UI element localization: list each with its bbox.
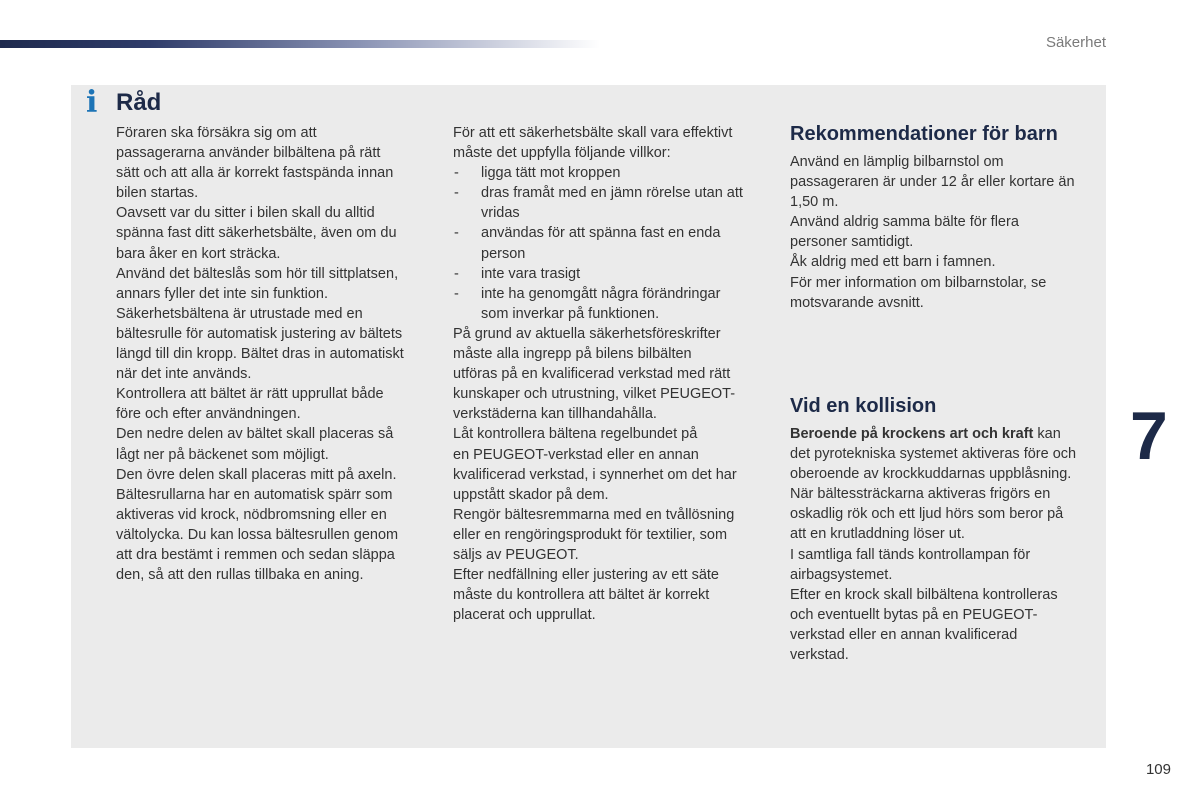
condition-text: dras framåt med en jämn rörelse utan att <box>481 185 743 202</box>
advice-column-1 <box>116 123 436 585</box>
text-line: Rengör bältesremmarna med en tvållösning <box>453 506 735 523</box>
bold-lead-text: Beroende på krockens art och kraft <box>790 426 1034 442</box>
text-line <box>790 424 1100 444</box>
child-recommendations-heading: Rekommendationer för barn <box>790 123 1058 145</box>
text-line: måste alla ingrepp på bilens bilbälten <box>453 346 692 363</box>
text-line: en PEUGEOT-verkstad eller en annan <box>453 446 699 463</box>
text-line: det pyrotekniska systemet aktiveras före och <box>790 446 1077 463</box>
text-line: Kontrollera att bältet är rätt upprullat både <box>116 386 384 403</box>
text-line: I samtliga fall tänds kontrollampan för <box>790 546 1031 563</box>
text-line: På grund av aktuella säkerhetsföreskrifter <box>453 325 721 342</box>
text-line: när det inte används. <box>116 366 252 383</box>
advice-column-2 <box>453 123 773 625</box>
text-line: lågt ner på bäckenet som möjligt. <box>116 446 329 463</box>
text-line: Låt kontrollera bältena regelbundet på <box>453 426 698 443</box>
text-line: motsvarande avsnitt. <box>790 294 924 311</box>
text-line: oberoende av krockkuddarnas uppblåsning. <box>790 466 1072 483</box>
info-icon: i <box>86 85 98 120</box>
text-line: Den nedre delen av bältet skall placeras så <box>116 426 394 443</box>
text-line: vridas <box>481 205 520 222</box>
condition-text: inte ha genomgått några förändringar <box>481 285 721 302</box>
text-line: kunskaper och utrustning, vilket PEUGEOT- <box>453 386 736 403</box>
text-line: vältolycka. Du kan lossa bältesrullen genom <box>116 526 399 543</box>
text-line: och eventuellt bytas på en PEUGEOT- <box>790 606 1038 623</box>
text-line: Efter nedfällning eller justering av ett säte <box>453 567 719 584</box>
text-line: utföras på en kvalificerad verkstad med rätt <box>453 366 731 383</box>
text-line: eller en rengöringsprodukt för textilier, som <box>453 526 728 543</box>
text-line: För att ett säkerhetsbälte skall vara effektivt <box>453 125 733 141</box>
header-gradient-bar <box>0 40 600 48</box>
text-line: Använd en lämplig bilbarnstol om <box>790 154 1004 170</box>
text-line: passagerarna använder bilbältena på rätt <box>116 145 381 162</box>
text-line: personer samtidigt. <box>790 234 914 251</box>
text-line: att en krutladdning löser ut. <box>790 526 965 543</box>
text-line: Åk aldrig med ett barn i famnen. <box>790 254 996 271</box>
text-line: placerat och upprullat. <box>453 607 596 624</box>
bullet-dash: - <box>454 285 459 302</box>
text-line: passageraren är under 12 år eller kortare än <box>790 174 1075 191</box>
text-line: airbagsystemet. <box>790 566 893 583</box>
condition-item <box>453 223 773 243</box>
text-line: måste det uppfylla följande villkor: <box>453 145 671 162</box>
text-line: Använd det bälteslås som hör till sittplatsen, <box>116 265 399 282</box>
text-line: Bältesrullarna har en automatisk spärr som <box>116 486 393 503</box>
child-recommendations-text <box>790 152 1100 313</box>
condition-text: ligga tätt mot kroppen <box>481 165 621 182</box>
bullet-dash: - <box>454 265 459 282</box>
text-line: Oavsett var du sitter i bilen skall du alltid <box>116 205 375 222</box>
text-line: bilen startas. <box>116 185 199 202</box>
text-line: Säkerhetsbältena är utrustade med en <box>116 305 363 322</box>
bullet-dash: - <box>454 165 459 182</box>
text-line: Använd aldrig samma bälte för flera <box>790 214 1019 231</box>
text-line: att dra bestämt i remmen och sedan släppa <box>116 546 395 563</box>
section-title: Säkerhet <box>1045 34 1106 51</box>
text-line: aktiveras vid krock, nödbromsning eller en <box>116 506 387 523</box>
lead-text-rest: kan <box>1033 426 1061 442</box>
bullet-dash: - <box>454 185 459 202</box>
condition-item <box>453 183 773 203</box>
text-line: annars fyller det inte sin funktion. <box>116 285 328 302</box>
text-line: före och efter användningen. <box>116 406 301 423</box>
text-line: måste du kontrollera att bältet är korrekt <box>453 587 710 604</box>
text-line: säljs av PEUGEOT. <box>453 546 579 563</box>
condition-item <box>453 163 773 183</box>
chapter-number: 7 <box>1130 398 1168 474</box>
condition-item <box>453 284 773 304</box>
text-line: verkstad. <box>790 647 849 664</box>
text-line: den, så att den rullas tillbaka en aning. <box>116 567 364 584</box>
bullet-dash: - <box>454 225 459 242</box>
text-line: För mer information om bilbarnstolar, se <box>790 274 1047 291</box>
text-line: sätt och att alla är korrekt fastspända innan <box>116 165 394 182</box>
condition-text: användas för att spänna fast en enda <box>481 225 721 242</box>
text-line: Efter en krock skall bilbältena kontrolleras <box>790 586 1058 603</box>
text-line: spänna fast ditt säkerhetsbälte, även om du <box>116 225 397 242</box>
text-line: 1,50 m. <box>790 194 839 211</box>
condition-text: inte vara trasigt <box>481 265 581 282</box>
text-line: kvalificerad verkstad, i synnerhet om det har <box>453 466 737 483</box>
text-line: bältesrulle för automatisk justering av bältets <box>116 325 403 342</box>
collision-heading: Vid en kollision <box>790 395 937 417</box>
text-line: som inverkar på funktionen. <box>481 305 660 322</box>
page-number: 109 <box>1145 761 1171 778</box>
text-line: bara åker en kort sträcka. <box>116 245 281 262</box>
text-line: När bältessträckarna aktiveras frigörs en <box>790 486 1051 503</box>
text-line: verkstad eller en annan kvalificerad <box>790 626 1018 643</box>
text-line: person <box>481 245 526 262</box>
text-line: oskadlig rök och ett ljud hörs som beror på <box>790 506 1064 523</box>
text-line: Den övre delen skall placeras mitt på axeln. <box>116 466 397 483</box>
text-line: uppstått skador på dem. <box>453 486 609 503</box>
condition-item <box>453 264 773 284</box>
text-line: verkstäderna kan tillhandahålla. <box>453 406 657 423</box>
page-heading: Råd <box>116 89 162 116</box>
text-line: Föraren ska försäkra sig om att <box>116 125 317 141</box>
text-line: längd till din kropp. Bältet dras in automatiskt <box>116 346 404 363</box>
collision-text <box>790 424 1100 665</box>
